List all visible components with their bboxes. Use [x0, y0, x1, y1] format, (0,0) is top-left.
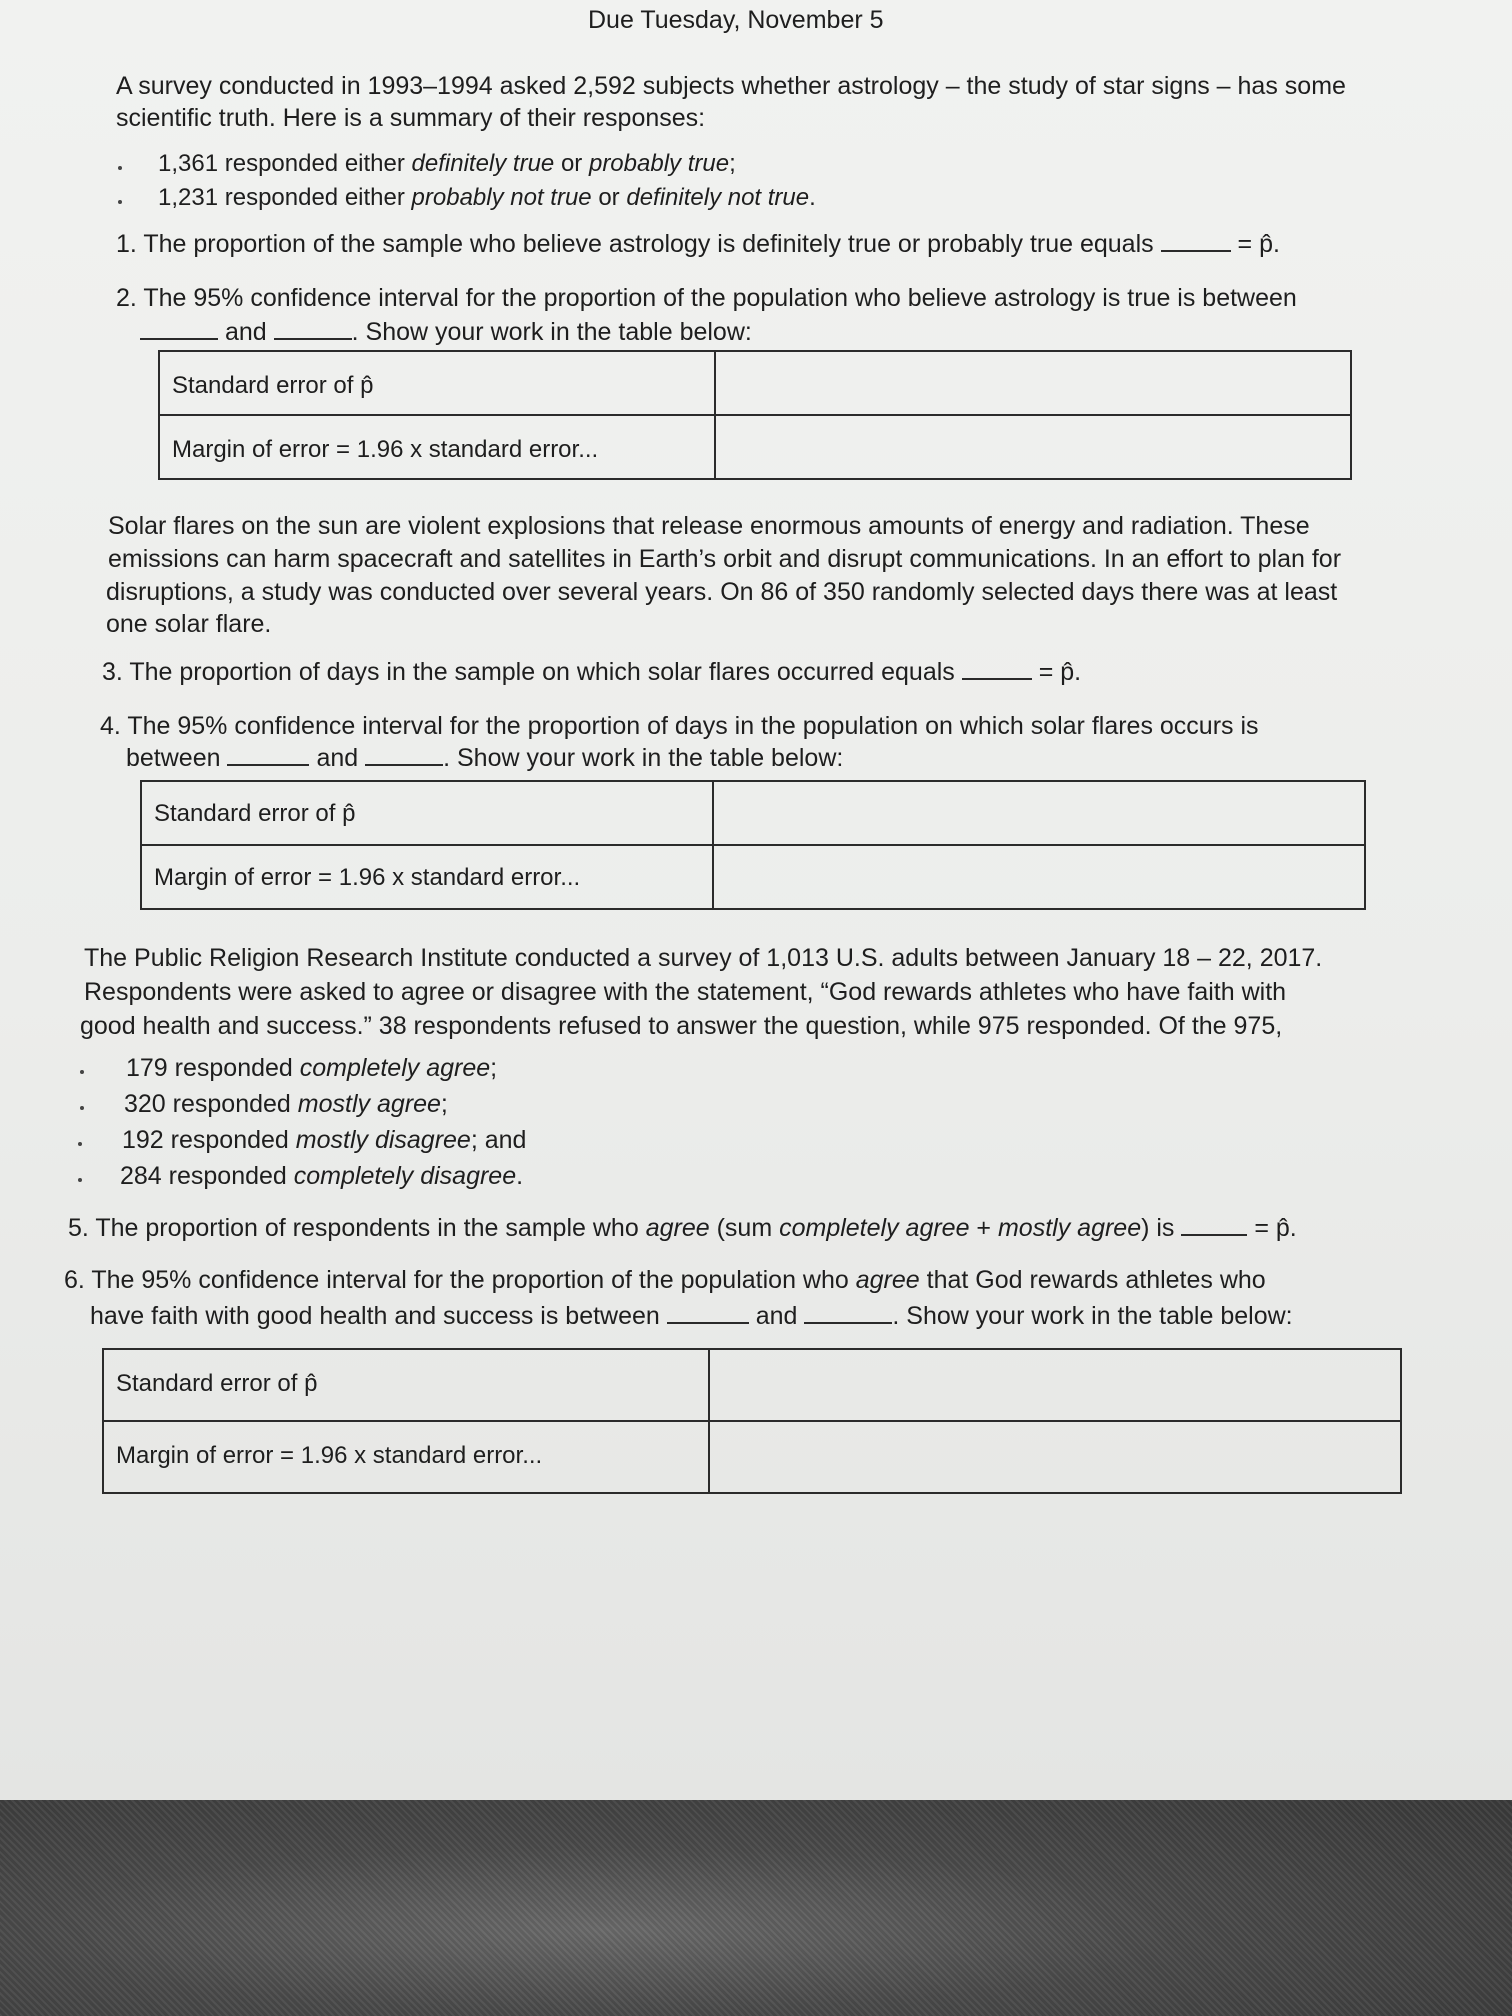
margin-of-error-answer-cell[interactable] — [718, 416, 1350, 478]
question-1: 1. The proportion of the sample who believe astrology is definitely true or probably true equals = p̂. — [116, 230, 1280, 258]
answer-blank-q2-upper[interactable] — [274, 316, 352, 340]
astrology-response-not-true: 1,231 responded either probably not true or definitely not true. — [158, 184, 816, 211]
standard-error-label: Standard error of p̂ — [172, 372, 374, 399]
astrology-intro-line-2: scientific truth. Here is a summary of their responses: — [116, 104, 706, 132]
religion-intro-line-1: The Public Religion Research Institute conducted a survey of 1,013 U.S. adults between January 18 – 22, 2017. — [84, 944, 1323, 972]
standard-error-answer-cell[interactable] — [718, 352, 1350, 412]
solar-intro-line-1: Solar flares on the sun are violent explosions that release enormous amounts of energy and radiation. These — [108, 512, 1310, 540]
bullet-dot — [118, 166, 122, 170]
standard-error-label: Standard error of p̂ — [154, 800, 356, 827]
work-table-q4 — [140, 780, 1366, 910]
question-4-line-2: between and . Show your work in the table below: — [126, 744, 844, 772]
margin-of-error-label: Margin of error = 1.96 x standard error... — [116, 1442, 543, 1469]
response-completely-agree: 179 responded completely agree; — [126, 1054, 498, 1082]
bullet-dot — [78, 1178, 82, 1182]
question-6-line-2: have faith with good health and success is between and . Show your work in the table below: — [90, 1302, 1293, 1330]
question-6-line-1: 6. The 95% confidence interval for the proportion of the population who agree that God rewards athletes who — [64, 1266, 1266, 1294]
bullet-dot — [80, 1106, 84, 1110]
solar-intro-line-2: emissions can harm spacecraft and satellites in Earth’s orbit and disrupt communications. In an effort to plan for — [108, 545, 1342, 573]
bullet-dot — [78, 1142, 82, 1146]
bullet-dot — [118, 200, 122, 204]
response-completely-disagree: 284 responded completely disagree. — [120, 1162, 524, 1190]
religion-intro-line-3: good health and success.” 38 respondents refused to answer the question, while 975 responded. Of the 975, — [80, 1012, 1283, 1040]
answer-blank-q2-lower[interactable] — [140, 316, 218, 340]
answer-blank-q4-upper[interactable] — [365, 742, 443, 766]
work-table-q2 — [158, 350, 1352, 480]
question-4-line-1: 4. The 95% confidence interval for the proportion of days in the population on which solar flares occurs is — [100, 712, 1259, 740]
answer-blank-q6-upper[interactable] — [804, 1300, 892, 1324]
response-mostly-disagree: 192 responded mostly disagree; and — [122, 1126, 527, 1154]
due-date: Due Tuesday, November 5 — [588, 6, 884, 34]
carpet-texture — [0, 1800, 1512, 2016]
question-3: 3. The proportion of days in the sample on which solar flares occurred equals = p̂. — [102, 658, 1082, 686]
answer-blank-q3[interactable] — [962, 656, 1032, 680]
response-mostly-agree: 320 responded mostly agree; — [124, 1090, 448, 1118]
margin-of-error-answer-cell[interactable] — [716, 846, 1364, 908]
margin-of-error-answer-cell[interactable] — [712, 1422, 1400, 1492]
answer-blank-q1[interactable] — [1161, 228, 1231, 252]
solar-intro-line-3: disruptions, a study was conducted over several years. On 86 of 350 randomly selected days there was at least — [106, 578, 1338, 606]
question-5: 5. The proportion of respondents in the sample who agree (sum completely agree + mostly agree) is = p̂. — [68, 1214, 1297, 1242]
question-2-line-2: and . Show your work in the table below: — [140, 316, 752, 348]
answer-blank-q6-lower[interactable] — [667, 1300, 749, 1324]
standard-error-label: Standard error of p̂ — [116, 1370, 318, 1397]
answer-blank-q5[interactable] — [1181, 1212, 1247, 1236]
work-table-q6 — [102, 1348, 1402, 1494]
solar-intro-line-4: one solar flare. — [106, 610, 272, 638]
astrology-intro-line-1: A survey conducted in 1993–1994 asked 2,592 subjects whether astrology – the study of star signs – has some — [116, 72, 1346, 100]
standard-error-answer-cell[interactable] — [716, 782, 1364, 842]
bullet-dot — [80, 1070, 84, 1074]
religion-intro-line-2: Respondents were asked to agree or disagree with the statement, “God rewards athletes who have faith with — [84, 978, 1287, 1006]
standard-error-answer-cell[interactable] — [712, 1350, 1400, 1418]
margin-of-error-label: Margin of error = 1.96 x standard error... — [172, 436, 599, 463]
question-2-line-1: 2. The 95% confidence interval for the proportion of the population who believe astrology is true is between — [116, 284, 1297, 312]
margin-of-error-label: Margin of error = 1.96 x standard error... — [154, 864, 581, 891]
answer-blank-q4-lower[interactable] — [227, 742, 309, 766]
astrology-response-true: 1,361 responded either definitely true or probably true; — [158, 150, 736, 177]
carpet-background — [0, 1800, 1512, 2016]
